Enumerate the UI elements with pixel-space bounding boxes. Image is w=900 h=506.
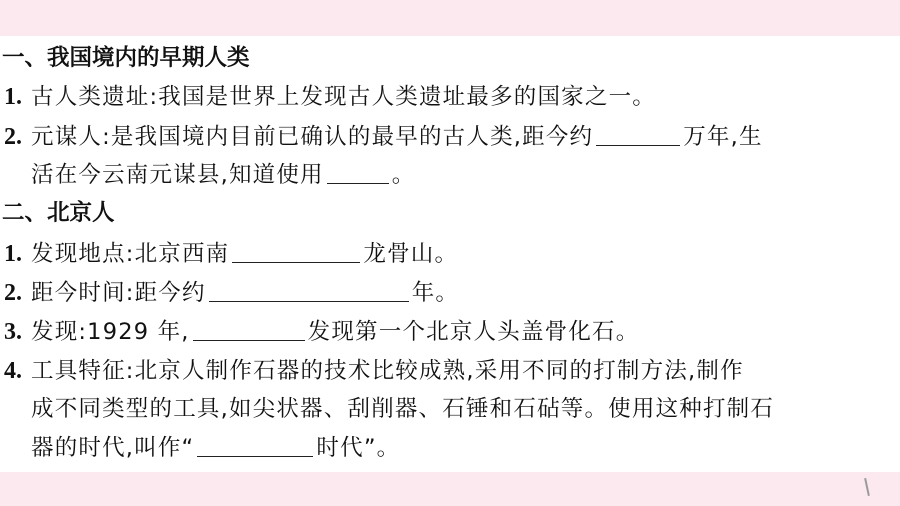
item-ancient-sites (0, 82, 656, 112)
item-discovery-location (0, 239, 458, 269)
item-text: 发现第一个北京人头盖骨化石。 (307, 319, 640, 345)
item-text: 。 (391, 162, 416, 188)
item-text: 成不同类型的工具,如尖状器、刮削器、石锤和石砧等。使用这种打制石 (31, 396, 775, 422)
bottom-margin-band (0, 472, 900, 506)
item-text: 万年,生 (683, 124, 763, 150)
item-text: 龙骨山。 (363, 241, 459, 267)
answer-blank-era[interactable] (197, 435, 313, 457)
section-heading-peking-man: 二、北京人 (2, 200, 115, 226)
item-text: 时代”。 (316, 435, 401, 461)
answer-blank-use[interactable] (327, 162, 389, 184)
item-tool-features-line3 (0, 433, 400, 463)
item-number: 1. (4, 241, 22, 267)
item-number: 2. (4, 280, 22, 306)
item-time-period (0, 278, 459, 308)
item-tool-features-line2 (0, 394, 774, 424)
item-text: 器的时代,叫作“ (31, 435, 195, 461)
item-tool-features (0, 356, 744, 386)
item-number: 1. (4, 84, 22, 110)
section-heading-early-humans: 一、我国境内的早期人类 (2, 45, 250, 71)
answer-blank-location[interactable] (232, 241, 360, 263)
item-text: 工具特征:北京人制作石器的技术比较成熟,采用不同的打制方法,制作 (31, 358, 744, 384)
answer-blank-years[interactable] (596, 124, 680, 146)
answer-blank-time[interactable] (209, 280, 409, 302)
item-number: 4. (4, 358, 22, 384)
worksheet (0, 36, 900, 472)
item-number: 3. (4, 319, 22, 345)
item-yuanmou-man (0, 122, 763, 152)
item-text: 元谋人:是我国境内目前已确认的最早的古人类,距今约 (31, 124, 594, 150)
item-text: 距今时间:距今约 (31, 280, 206, 306)
item-number: 2. (4, 124, 22, 150)
item-text: 古人类遗址:我国是世界上发现古人类遗址最多的国家之一。 (31, 84, 656, 110)
item-text: 发现:1929 年, (31, 319, 190, 345)
item-text: 发现地点:北京西南 (31, 241, 230, 267)
item-text: 年。 (411, 280, 460, 306)
item-text: 活在今云南元谋县,知道使用 (31, 162, 324, 188)
top-margin-band (0, 0, 900, 36)
item-discovery (0, 317, 639, 347)
item-yuanmou-man-continued (0, 160, 415, 190)
answer-blank-discoverer[interactable] (193, 319, 305, 341)
